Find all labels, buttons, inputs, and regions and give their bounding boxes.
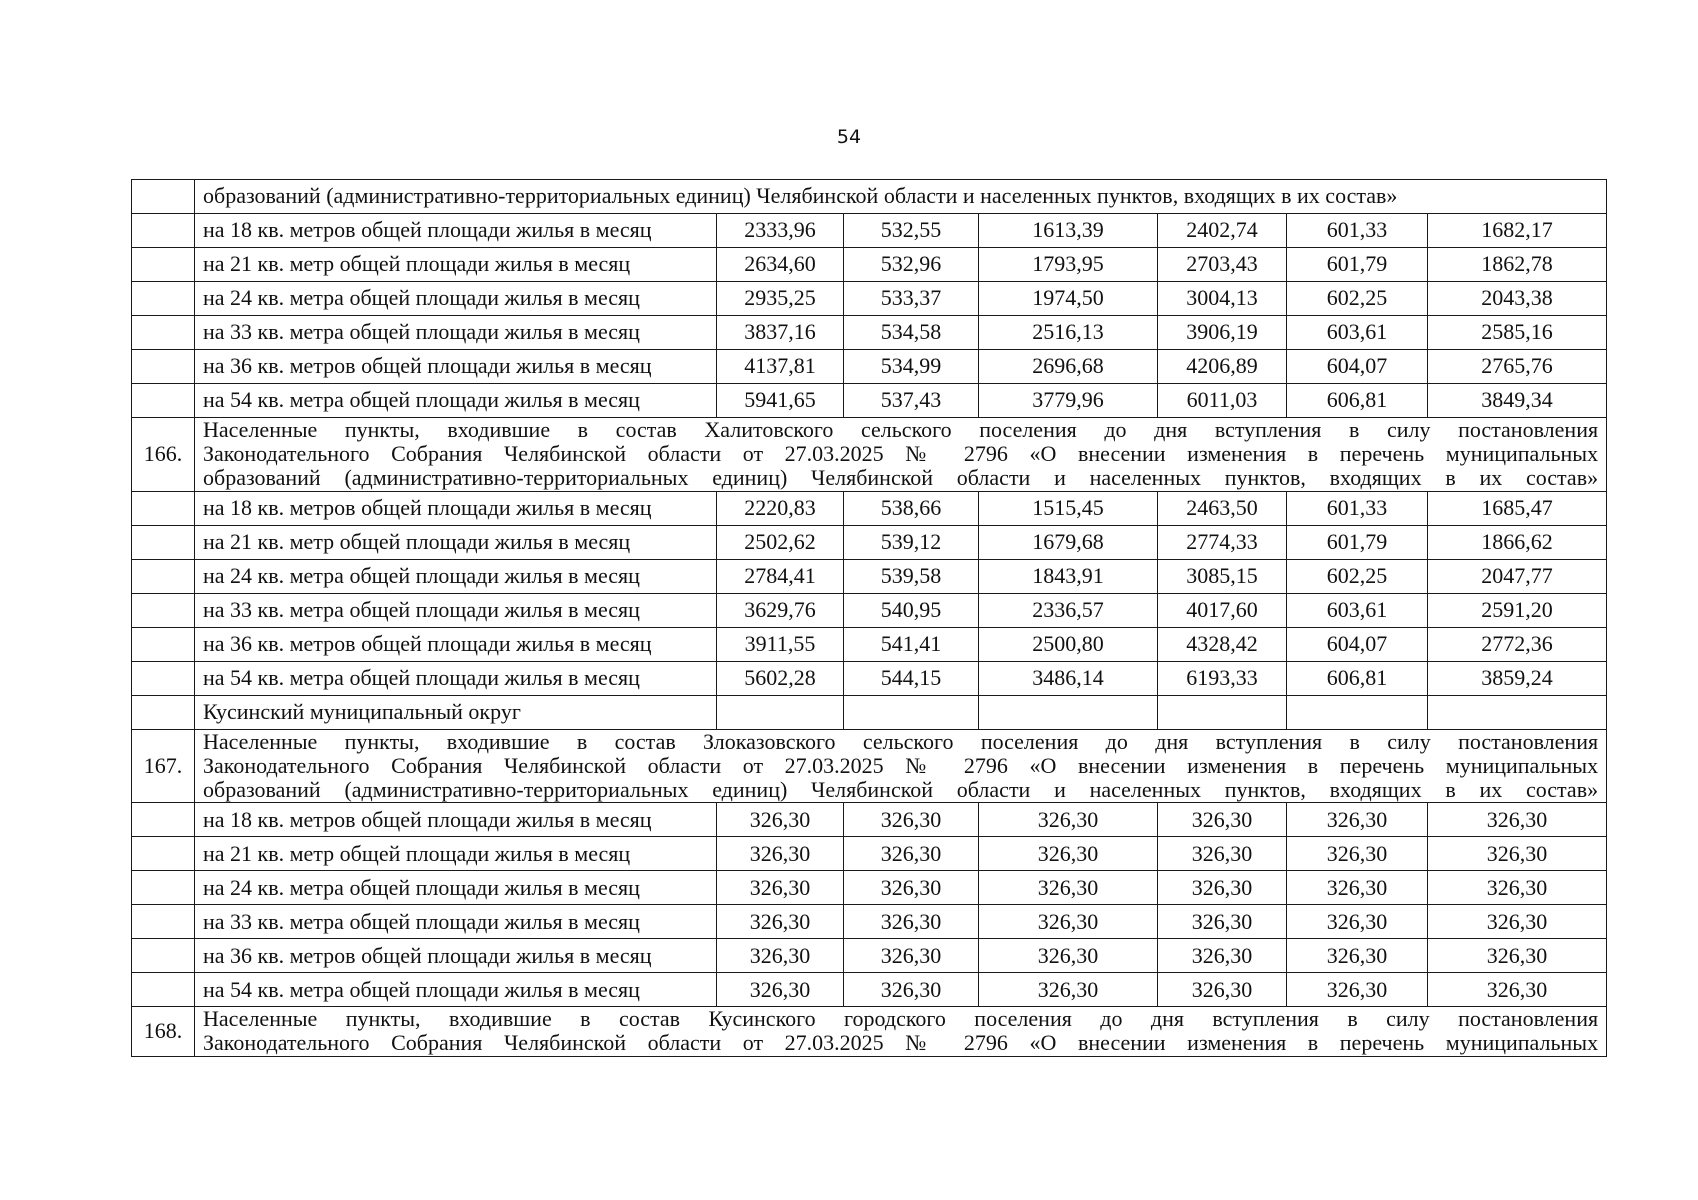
row-number-cell — [132, 384, 195, 418]
value-cell: 326,30 — [1428, 973, 1607, 1007]
row-number-cell — [132, 559, 195, 593]
value-cell: 326,30 — [1158, 837, 1287, 871]
value-cell: 606,81 — [1287, 661, 1428, 695]
value-cell: 326,30 — [979, 905, 1158, 939]
item-number: 167. — [132, 729, 195, 803]
empty-value-cell — [979, 695, 1158, 729]
value-cell: 3849,34 — [1428, 384, 1607, 418]
row-label: на 24 кв. метра общей площади жилья в месяц — [195, 282, 717, 316]
section-description — [195, 729, 1607, 803]
value-cell: 539,58 — [844, 559, 979, 593]
page-number: 54 — [836, 126, 862, 148]
value-cell: 326,30 — [1287, 871, 1428, 905]
row-label: на 21 кв. метр общей площади жилья в месяц — [195, 837, 717, 871]
row-number-cell — [132, 905, 195, 939]
description-line: образований (административно-территориальных единиц) Челябинской области и населенных пунктов, входящих в их состав» — [203, 465, 1599, 491]
table-row — [132, 837, 1607, 871]
table-row — [132, 627, 1607, 661]
value-cell: 1862,78 — [1428, 248, 1607, 282]
section-description — [195, 418, 1607, 492]
row-number-cell — [132, 837, 195, 871]
value-cell: 2585,16 — [1428, 316, 1607, 350]
value-cell: 3629,76 — [717, 593, 844, 627]
description-line: Законодательного Собрания Челябинской области от 27.03.2025 № 2796 «О внесении изменения в перечень муниципальных — [203, 1030, 1599, 1056]
row-number-cell — [132, 180, 195, 214]
value-cell: 4206,89 — [1158, 350, 1287, 384]
value-cell: 544,15 — [844, 661, 979, 695]
value-cell: 2634,60 — [717, 248, 844, 282]
row-number-cell — [132, 593, 195, 627]
row-label: на 54 кв. метра общей площади жилья в месяц — [195, 661, 717, 695]
table-row — [132, 973, 1607, 1007]
value-cell: 1793,95 — [979, 248, 1158, 282]
value-cell: 326,30 — [979, 837, 1158, 871]
table-row — [132, 491, 1607, 525]
value-cell: 3779,96 — [979, 384, 1158, 418]
row-label: на 18 кв. метров общей площади жилья в месяц — [195, 803, 717, 837]
value-cell: 2402,74 — [1158, 214, 1287, 248]
table-row — [132, 350, 1607, 384]
value-cell: 541,41 — [844, 627, 979, 661]
description-line: образований (административно-территориальных единиц) Челябинской области и населенных пунктов, входящих в их состав» — [203, 776, 1599, 802]
table-row — [132, 803, 1607, 837]
value-cell: 601,79 — [1287, 248, 1428, 282]
row-number-cell — [132, 491, 195, 525]
value-cell: 2784,41 — [717, 559, 844, 593]
value-cell: 326,30 — [844, 871, 979, 905]
value-cell: 2516,13 — [979, 316, 1158, 350]
row-label: на 36 кв. метров общей площади жилья в месяц — [195, 350, 717, 384]
value-cell: 2696,68 — [979, 350, 1158, 384]
value-cell: 1866,62 — [1428, 525, 1607, 559]
table-row — [132, 905, 1607, 939]
row-label: на 21 кв. метр общей площади жилья в месяц — [195, 248, 717, 282]
value-cell: 1613,39 — [979, 214, 1158, 248]
value-cell: 533,37 — [844, 282, 979, 316]
value-cell: 326,30 — [979, 803, 1158, 837]
value-cell: 601,79 — [1287, 525, 1428, 559]
value-cell: 6193,33 — [1158, 661, 1287, 695]
item-number: 166. — [132, 418, 195, 492]
table-body — [132, 180, 1607, 1057]
district-heading: Кусинский муниципальный округ — [195, 695, 717, 729]
value-cell: 326,30 — [844, 973, 979, 1007]
row-number-cell — [132, 214, 195, 248]
value-cell: 2463,50 — [1158, 491, 1287, 525]
value-cell: 534,58 — [844, 316, 979, 350]
value-cell: 326,30 — [1158, 905, 1287, 939]
row-number-cell — [132, 661, 195, 695]
row-label: на 54 кв. метра общей площади жилья в месяц — [195, 973, 717, 1007]
row-label: на 18 кв. метров общей площади жилья в месяц — [195, 491, 717, 525]
table-row — [132, 316, 1607, 350]
value-cell: 2333,96 — [717, 214, 844, 248]
value-cell: 1682,17 — [1428, 214, 1607, 248]
description-line: Населенные пункты, входившие в состав Злоказовского сельского поселения до дня вступления в силу постановления — [203, 729, 1599, 754]
description-line: Законодательного Собрания Челябинской области от 27.03.2025 № 2796 «О внесении изменения в перечень муниципальных — [203, 441, 1599, 467]
value-cell: 2591,20 — [1428, 593, 1607, 627]
value-cell: 326,30 — [1158, 803, 1287, 837]
value-cell: 1515,45 — [979, 491, 1158, 525]
value-cell: 540,95 — [844, 593, 979, 627]
value-cell: 2500,80 — [979, 627, 1158, 661]
value-cell: 2703,43 — [1158, 248, 1287, 282]
row-label: на 54 кв. метра общей площади жилья в месяц — [195, 384, 717, 418]
value-cell: 604,07 — [1287, 350, 1428, 384]
value-cell: 2220,83 — [717, 491, 844, 525]
value-cell: 534,99 — [844, 350, 979, 384]
value-cell: 326,30 — [1287, 803, 1428, 837]
value-cell: 3837,16 — [717, 316, 844, 350]
value-cell: 532,96 — [844, 248, 979, 282]
table-row — [132, 525, 1607, 559]
value-cell: 601,33 — [1287, 214, 1428, 248]
value-cell: 5602,28 — [717, 661, 844, 695]
row-number-cell — [132, 627, 195, 661]
value-cell: 3859,24 — [1428, 661, 1607, 695]
row-number-cell — [132, 871, 195, 905]
empty-value-cell — [1428, 695, 1607, 729]
value-cell: 326,30 — [844, 837, 979, 871]
value-cell: 2047,77 — [1428, 559, 1607, 593]
row-label: на 36 кв. метров общей площади жилья в месяц — [195, 939, 717, 973]
table-row-continuation — [132, 180, 1607, 214]
row-number-cell — [132, 316, 195, 350]
value-cell: 326,30 — [1158, 939, 1287, 973]
value-cell: 326,30 — [1428, 905, 1607, 939]
value-cell: 326,30 — [1428, 803, 1607, 837]
value-cell: 326,30 — [844, 905, 979, 939]
value-cell: 4137,81 — [717, 350, 844, 384]
value-cell: 3004,13 — [1158, 282, 1287, 316]
value-cell: 326,30 — [717, 871, 844, 905]
value-cell: 326,30 — [717, 939, 844, 973]
section-row — [132, 729, 1607, 803]
value-cell: 2935,25 — [717, 282, 844, 316]
value-cell: 3085,15 — [1158, 559, 1287, 593]
value-cell: 326,30 — [1287, 837, 1428, 871]
value-cell: 326,30 — [979, 939, 1158, 973]
description-line: Законодательного Собрания Челябинской области от 27.03.2025 № 2796 «О внесении изменения в перечень муниципальных — [203, 752, 1599, 778]
row-label: на 21 кв. метр общей площади жилья в месяц — [195, 525, 717, 559]
value-cell: 604,07 — [1287, 627, 1428, 661]
row-label: на 18 кв. метров общей площади жилья в месяц — [195, 214, 717, 248]
value-cell: 1685,47 — [1428, 491, 1607, 525]
value-cell: 326,30 — [1287, 973, 1428, 1007]
value-cell: 326,30 — [844, 803, 979, 837]
value-cell: 6011,03 — [1158, 384, 1287, 418]
value-cell: 326,30 — [1158, 871, 1287, 905]
value-cell: 606,81 — [1287, 384, 1428, 418]
description-line: Населенные пункты, входившие в состав Кусинского городского поселения до дня вступления в силу постановления — [203, 1006, 1599, 1032]
row-label: на 33 кв. метра общей площади жилья в месяц — [195, 593, 717, 627]
empty-value-cell — [1287, 695, 1428, 729]
tariff-table — [131, 179, 1607, 1057]
value-cell: 3906,19 — [1158, 316, 1287, 350]
empty-value-cell — [1158, 695, 1287, 729]
value-cell: 326,30 — [1287, 939, 1428, 973]
value-cell: 2502,62 — [717, 525, 844, 559]
value-cell: 603,61 — [1287, 316, 1428, 350]
value-cell: 603,61 — [1287, 593, 1428, 627]
value-cell: 537,43 — [844, 384, 979, 418]
row-label: на 33 кв. метра общей площади жилья в месяц — [195, 316, 717, 350]
empty-value-cell — [844, 695, 979, 729]
value-cell: 602,25 — [1287, 282, 1428, 316]
empty-value-cell — [717, 695, 844, 729]
value-cell: 326,30 — [717, 803, 844, 837]
value-cell: 2774,33 — [1158, 525, 1287, 559]
value-cell: 326,30 — [717, 973, 844, 1007]
value-cell: 326,30 — [1158, 973, 1287, 1007]
value-cell: 326,30 — [1287, 905, 1428, 939]
district-heading-row — [132, 695, 1607, 729]
value-cell: 326,30 — [717, 837, 844, 871]
row-label: на 24 кв. метра общей площади жилья в месяц — [195, 871, 717, 905]
value-cell: 326,30 — [979, 871, 1158, 905]
value-cell: 4017,60 — [1158, 593, 1287, 627]
table-row — [132, 248, 1607, 282]
value-cell: 4328,42 — [1158, 627, 1287, 661]
value-cell: 1679,68 — [979, 525, 1158, 559]
row-number-cell — [132, 282, 195, 316]
value-cell: 326,30 — [1428, 837, 1607, 871]
row-number-cell — [132, 803, 195, 837]
row-label: на 24 кв. метра общей площади жилья в месяц — [195, 559, 717, 593]
value-cell: 2772,36 — [1428, 627, 1607, 661]
value-cell: 326,30 — [717, 905, 844, 939]
table-row — [132, 282, 1607, 316]
value-cell: 532,55 — [844, 214, 979, 248]
section-row — [132, 1007, 1607, 1056]
value-cell: 601,33 — [1287, 491, 1428, 525]
value-cell: 1974,50 — [979, 282, 1158, 316]
value-cell: 2765,76 — [1428, 350, 1607, 384]
table-row — [132, 939, 1607, 973]
row-number-cell — [132, 248, 195, 282]
section-description — [195, 1007, 1607, 1056]
section-heading-continuation: образований (административно-территориальных единиц) Челябинской области и населенных пунктов, входящих в их состав» — [195, 180, 1607, 214]
value-cell: 2043,38 — [1428, 282, 1607, 316]
value-cell: 326,30 — [1428, 871, 1607, 905]
value-cell: 326,30 — [844, 939, 979, 973]
table-row — [132, 661, 1607, 695]
value-cell: 602,25 — [1287, 559, 1428, 593]
table-row — [132, 384, 1607, 418]
value-cell: 1843,91 — [979, 559, 1158, 593]
section-row — [132, 418, 1607, 492]
value-cell: 3486,14 — [979, 661, 1158, 695]
row-number-cell — [132, 525, 195, 559]
value-cell: 326,30 — [979, 973, 1158, 1007]
value-cell: 5941,65 — [717, 384, 844, 418]
value-cell: 2336,57 — [979, 593, 1158, 627]
row-number-cell — [132, 973, 195, 1007]
value-cell: 538,66 — [844, 491, 979, 525]
value-cell: 326,30 — [1428, 939, 1607, 973]
item-number: 168. — [132, 1007, 195, 1056]
description-line: Населенные пункты, входившие в состав Халитовского сельского поселения до дня вступления в силу постановления — [203, 417, 1599, 442]
row-number-cell — [132, 939, 195, 973]
value-cell: 539,12 — [844, 525, 979, 559]
row-number-cell — [132, 350, 195, 384]
table-row — [132, 871, 1607, 905]
row-number-cell — [132, 695, 195, 729]
value-cell: 3911,55 — [717, 627, 844, 661]
table-row — [132, 214, 1607, 248]
table-row — [132, 593, 1607, 627]
row-label: на 36 кв. метров общей площади жилья в месяц — [195, 627, 717, 661]
table-row — [132, 559, 1607, 593]
row-label: на 33 кв. метра общей площади жилья в месяц — [195, 905, 717, 939]
